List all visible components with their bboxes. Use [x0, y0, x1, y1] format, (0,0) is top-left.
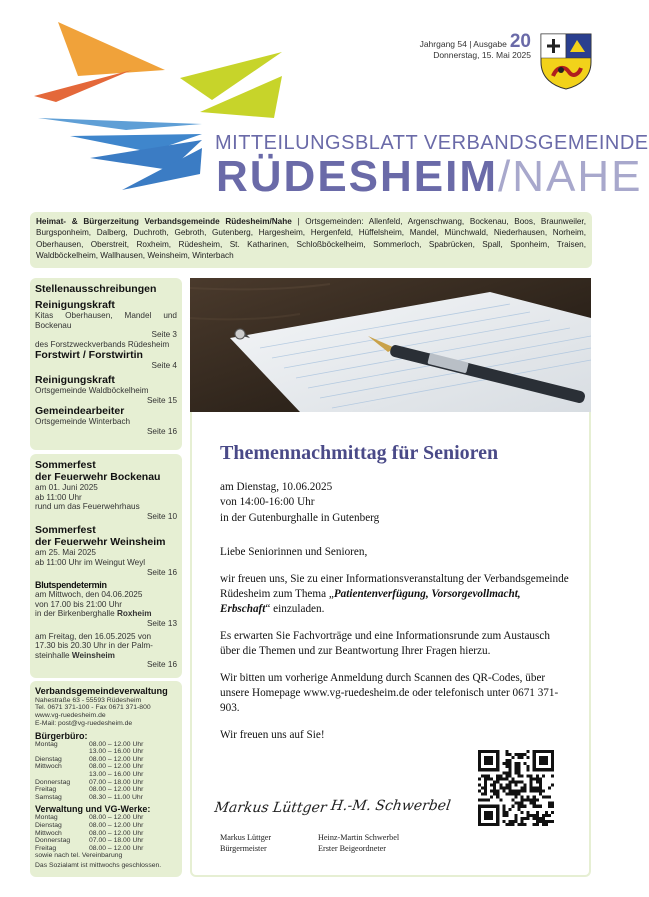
event1-time: ab 11:00 Uhr: [35, 492, 82, 502]
article-date: am Dienstag, 10.06.2025: [220, 481, 333, 493]
buergerbuero-time: 08.00 – 12.00 Uhr: [89, 763, 144, 771]
signer1-name: Markus Lüttger: [220, 833, 272, 842]
buergerbuero-time: 08.00 – 12.00 Uhr: [89, 740, 144, 748]
title-slash: /: [498, 152, 513, 201]
verwaltung-day: Dienstag: [35, 822, 62, 830]
signer2-name: Heinz-Martin Schwerbel: [318, 833, 400, 842]
jobs-heading: Stellenausschreibungen: [35, 283, 157, 295]
publication-title-top: MITTEILUNGSBLATT VERBANDSGEMEINDE: [215, 132, 649, 154]
buergerbuero-time: 08.30 – 11.00 Uhr: [89, 793, 143, 801]
job4-page: Seite 16: [146, 426, 177, 436]
sig1-script: Markus Lüttger: [213, 800, 328, 816]
article-salutation: Liebe Seniorinnen und Senioren,: [220, 546, 368, 559]
event3-date: am Mittwoch, den 04.06.2025: [35, 590, 143, 600]
signer-2: [318, 832, 399, 854]
event3-place-text: in der Birkenberghalle: [35, 609, 117, 619]
event1-title-b: der Feuerwehr Bockenau: [35, 471, 161, 483]
admin-note-social: Das Sozialamt ist mittwochs geschlossen.: [35, 862, 162, 870]
issue-number: 20: [509, 31, 531, 52]
article-paragraph-1: [220, 572, 570, 618]
signer-1: [220, 832, 271, 854]
admin-email: E-Mail: post@vg-ruedesheim.de: [35, 719, 133, 727]
buergerbuero-time: 13.00 – 16.00 Uhr: [89, 748, 144, 756]
buergerbuero-day: Freitag: [35, 786, 57, 794]
job3-text: Ortsgemeinde Waldböckelheim: [35, 385, 149, 395]
event2-title-b: der Feuerwehr Weinsheim: [35, 536, 166, 549]
verwaltung-day: Freitag: [35, 844, 57, 852]
article-time: von 14:00-16:00 Uhr: [220, 496, 315, 509]
verwaltung-time: 08.00 – 12.00 Uhr: [89, 822, 144, 830]
event4-place-town: Weinsheim: [71, 650, 115, 660]
buergerbuero-time: 08.00 – 12.00 Uhr: [89, 755, 144, 763]
job3-title: Reinigungskraft: [35, 373, 115, 386]
event3-page: Seite 13: [146, 618, 177, 628]
article-title: Themennachmittag für Senioren: [220, 442, 499, 464]
event1-date: am 01. Juni 2025: [35, 483, 98, 492]
p1-text-a: wir freuen uns, Sie zu einer Informationsveranstaltung der Verbandsgemeinde Rüdesheim zum Thema „: [220, 572, 569, 601]
event3-title: Blutspendetermin: [35, 580, 107, 591]
verwaltung-day: Montag: [35, 814, 58, 822]
buergerbuero-day: Montag: [35, 740, 58, 748]
event3-time: von 17.00 bis 21:00 Uhr: [35, 599, 122, 609]
verwaltung-day: Donnerstag: [35, 837, 71, 845]
job4-text: Ortsgemeinde Winterbach: [35, 417, 131, 427]
verwaltung-time: 07.00 – 18.00 Uhr: [89, 837, 144, 845]
job3-page: Seite 15: [146, 395, 177, 405]
buergerbuero-day: Dienstag: [35, 755, 62, 763]
verwaltung-title: Verwaltung und VG-Werke:: [35, 804, 151, 815]
buergerbuero-title: Bürgerbüro:: [35, 730, 88, 741]
publication-title-main: [216, 152, 643, 202]
intro-banner: [30, 212, 592, 268]
buergerbuero-day: [35, 771, 85, 779]
buergerbuero-time: 13.00 – 16.00 Uhr: [89, 771, 144, 779]
sidebar-jobs: [30, 278, 182, 450]
intro-text: | Ortsgemeinden: Allenfeld, Argenschwang, Bockenau, Boos, Braunweiler, Burgsponheim, Dalberg, Duchroth, Gebroth, Gutenberg, Hargesheim, Hergenfeld, Hüffelsheim, Mandel, Münchwald, Niederhausen, Norheim, Oberhausen, Oberstreit, Roxheim, Rüdesheim, St. Katharinen, Schloßböckelheim, Sommerloch, Spabrücken, Spall, Sponheim, Traisen, Waldböckelheim, Wallhausen, Weinsheim, Winterbach: [36, 217, 586, 261]
title-nahe: NAHE: [512, 152, 643, 201]
article-paragraph-2: Es erwarten Sie Fachvorträge und eine Informationsrunde zum Austausch über die Themen und zur Beantwortung Ihrer Fragen hierzu.: [220, 629, 550, 658]
job1-title: Reinigungskraft: [35, 299, 115, 311]
event3-place-town: Roxheim: [116, 609, 152, 619]
title-ruedesheim: RÜDESHEIM: [216, 152, 499, 201]
sidebar-events: [30, 454, 182, 678]
event2-page: Seite 16: [146, 567, 177, 577]
buergerbuero-time: 07.00 – 18.00 Uhr: [89, 778, 144, 786]
intro-bold: Heimat- & Bürgerzeitung Verbandsgemeinde Rüdesheim/Nahe: [36, 217, 292, 226]
event4-page: Seite 16: [146, 660, 177, 670]
verwaltung-time: 08.00 – 12.00 Uhr: [89, 829, 144, 837]
event1-title-a: Sommerfest: [35, 459, 96, 471]
verwaltung-time: 08.00 – 12.00 Uhr: [89, 814, 144, 822]
signer2-role: Erster Beigeordneter: [318, 844, 386, 853]
article-senioren: [190, 412, 591, 877]
signer1-role: Bürgermeister: [220, 844, 267, 853]
event2-title-a: Sommerfest: [35, 524, 96, 537]
event1-page: Seite 10: [146, 511, 177, 521]
event1-place: rund um das Feuerwehrhaus: [35, 502, 140, 512]
event4-line2: 17.30 bis 20.30 Uhr in der Palm-: [35, 641, 153, 651]
sidebar-admin: [30, 681, 182, 877]
issue-info: [419, 31, 531, 61]
coat-of-arms-icon: [539, 32, 593, 90]
admin-address: Nahestraße 63 - 55593 Rüdesheim: [35, 696, 142, 704]
admin-website: www.vg-ruedesheim.de: [35, 712, 106, 720]
event2-date: am 25. Mai 2025: [35, 548, 96, 558]
verwaltung-day: Mittwoch: [35, 829, 62, 837]
signature-buergermeister: [213, 784, 328, 824]
buergerbuero-day: Donnerstag: [35, 778, 71, 786]
issue-date: Donnerstag, 15. Mai 2025: [433, 50, 531, 60]
admin-title: Verbandsgemeindeverwaltung: [35, 686, 168, 696]
job1-page: Seite 3: [151, 330, 177, 340]
buergerbuero-day: [35, 748, 85, 756]
job2-title: Forstwirt / Forstwirtin: [35, 349, 143, 362]
admin-note-appointment: sowie nach tel. Vereinbarung: [35, 852, 123, 860]
buergerbuero-day: Mittwoch: [35, 763, 62, 771]
sig2-script: H.-M. Schwerbel: [329, 798, 452, 814]
buergerbuero-hours: [35, 741, 177, 802]
verwaltung-time: 08.00 – 12.00 Uhr: [89, 844, 144, 852]
admin-phone: Tel. 0671 371-100 - Fax 0671 371-800: [35, 704, 151, 712]
registration-qr-code[interactable]: [478, 748, 554, 828]
buergerbuero-time: 08.00 – 12.00 Uhr: [89, 786, 144, 794]
job2-pre: des Forstzweckverbands Rüdesheim: [35, 339, 170, 349]
article-closing: Wir freuen uns auf Sie!: [220, 728, 325, 741]
event4-line1: am Freitag, den 16.05.2025 von: [35, 631, 152, 641]
signature-beigeordneter: [320, 784, 452, 824]
job2-page: Seite 4: [151, 361, 177, 371]
event3-place: [35, 609, 177, 619]
job1-text: Kitas Oberhausen, Mandel und Bockenau: [35, 311, 177, 330]
event4-line3: [35, 651, 177, 661]
verwaltung-hours: [35, 814, 177, 852]
issue-prefix: Jahrgang 54 | Ausgabe: [419, 39, 507, 49]
notebook-pen-photo: [190, 278, 591, 412]
event2-time: ab 11:00 Uhr im Weingut Weyl: [35, 557, 146, 567]
buergerbuero-day: Samstag: [35, 793, 62, 801]
article-paragraph-3: Wir bitten um vorherige Anmeldung durch Scannen des QR-Codes, über unsere Homepage www.vg-ruedesheim.de oder telefonisch unter 0671 371- 903.: [220, 671, 559, 715]
job4-title: Gemeindearbeiter: [35, 405, 125, 418]
article-location: in der Gutenburghalle in Gutenberg: [220, 511, 380, 524]
p1-keywords: Patientenverfügung, Vorsorgevollmacht, Erbschaft: [220, 588, 521, 616]
event4-place-text: steinhalle: [35, 650, 72, 660]
p1-text-b: “ einzuladen.: [265, 603, 325, 616]
article-body: [220, 480, 570, 754]
